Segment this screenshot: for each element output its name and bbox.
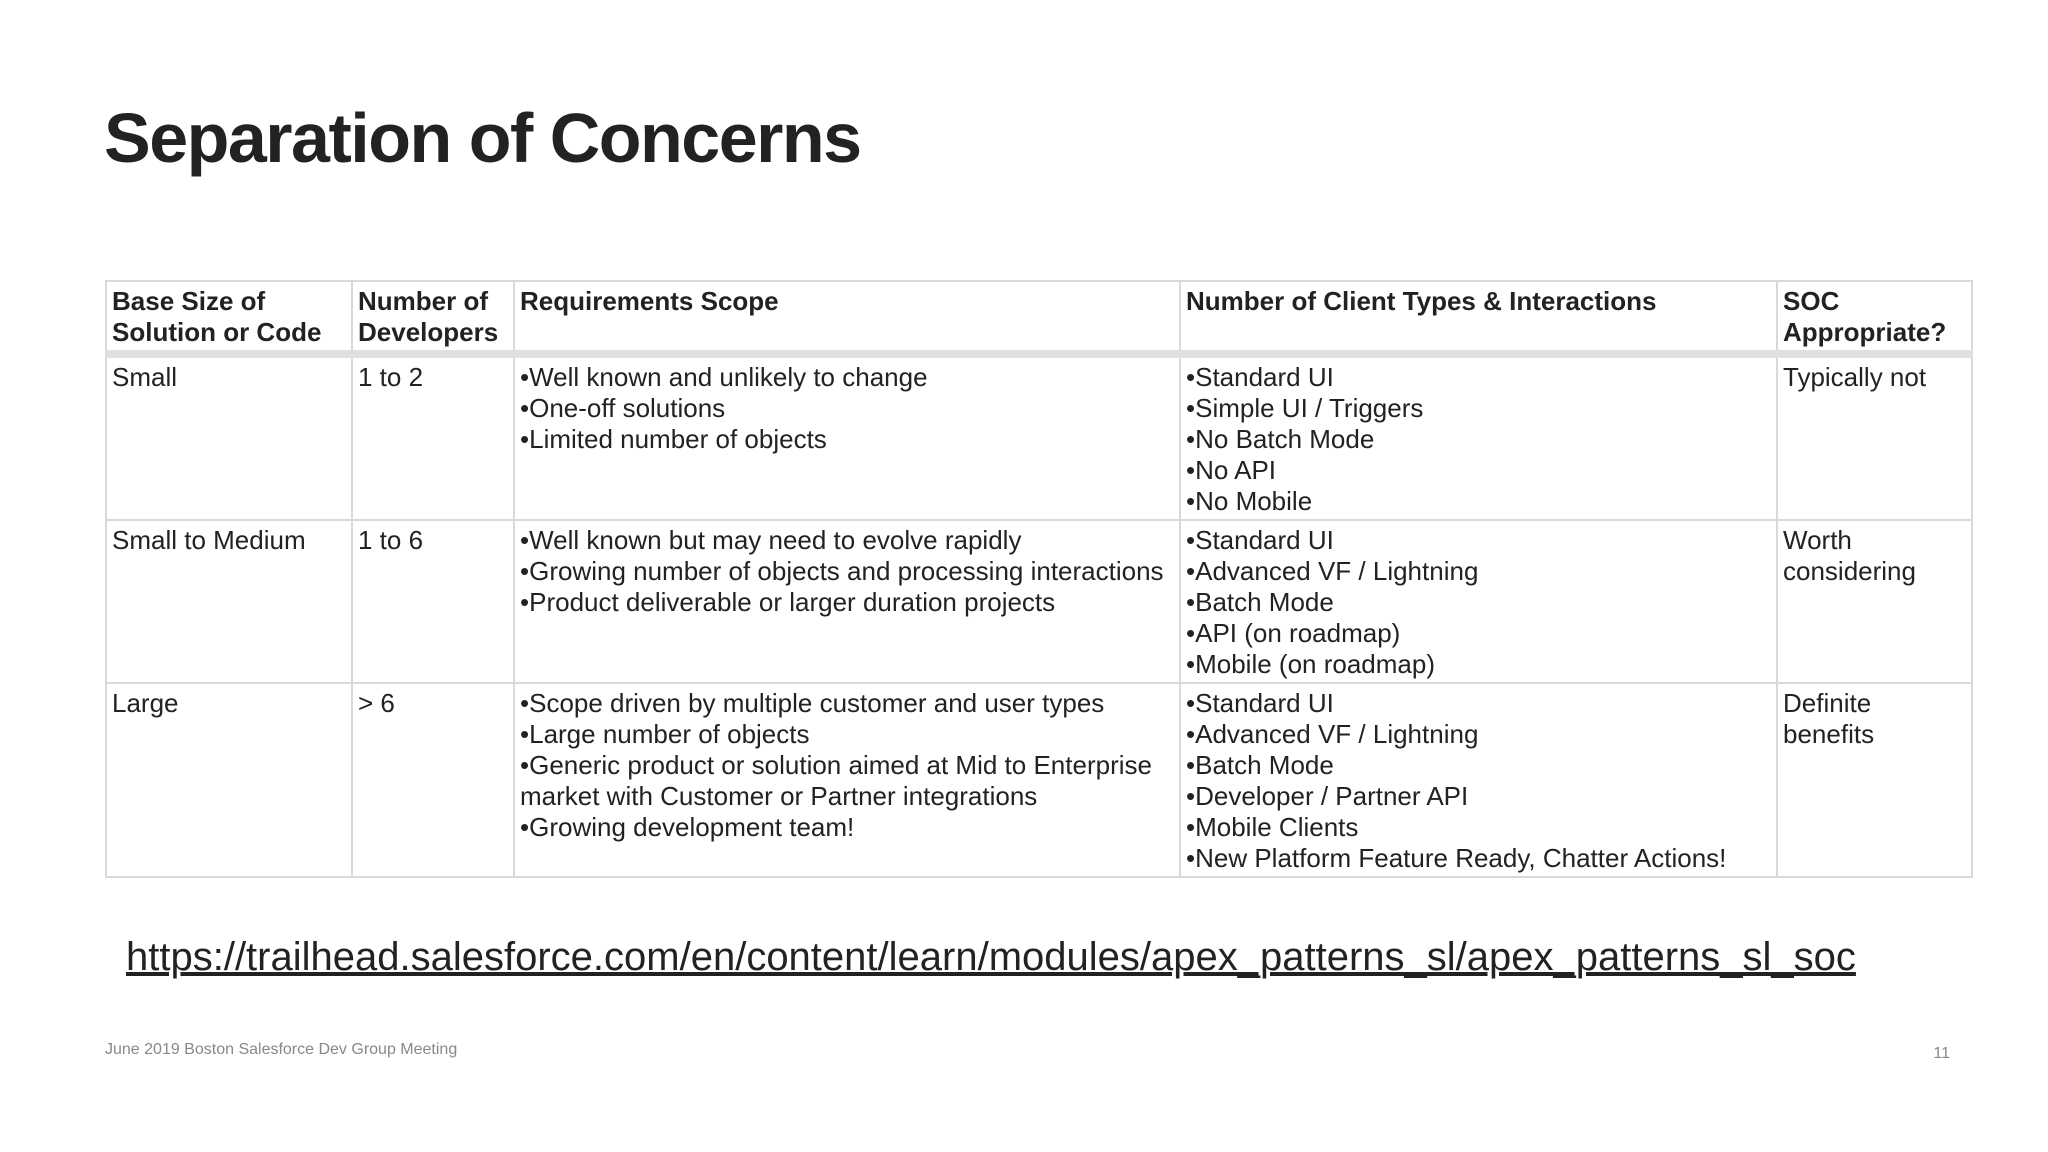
client-item: •No Batch Mode [1186, 424, 1375, 454]
cell-developers: 1 to 6 [352, 520, 514, 683]
cell-clients [1180, 683, 1777, 877]
table-header-row [106, 281, 1972, 354]
client-item: •Developer / Partner API [1186, 781, 1469, 811]
client-item: •Batch Mode [1186, 750, 1334, 780]
client-item: •Advanced VF / Lightning [1186, 556, 1479, 586]
soc-comparison-table [105, 280, 1973, 878]
scope-item: •Well known but may need to evolve rapidly [520, 525, 1022, 555]
scope-item: •Growing development team! [520, 812, 855, 842]
client-item: •Simple UI / Triggers [1186, 393, 1424, 423]
scope-item: •Large number of objects [520, 719, 810, 749]
client-item: •No Mobile [1186, 486, 1313, 516]
client-item: •API (on roadmap) [1186, 618, 1401, 648]
scope-item: •Well known and unlikely to change [520, 362, 928, 392]
cell-soc: Worth considering [1777, 520, 1972, 683]
scope-item: •Limited number of objects [520, 424, 827, 454]
client-item: •Standard UI [1186, 688, 1334, 718]
reference-link-container [126, 935, 1856, 980]
client-item: •Standard UI [1186, 362, 1334, 392]
scope-item: •Scope driven by multiple customer and user types [520, 688, 1105, 718]
cell-scope [514, 683, 1180, 877]
scope-item: •Product deliverable or larger duration projects [520, 587, 1056, 617]
header-number-of-developers: Number of Developers [352, 281, 514, 354]
cell-clients [1180, 520, 1777, 683]
client-item: •Standard UI [1186, 525, 1334, 555]
cell-size: Small [106, 354, 352, 520]
header-base-size: Base Size of Solution or Code [106, 281, 352, 354]
header-requirements-scope: Requirements Scope [514, 281, 1180, 354]
cell-developers: > 6 [352, 683, 514, 877]
cell-developers: 1 to 2 [352, 354, 514, 520]
scope-item: •Generic product or solution aimed at Mid to Enterprise market with Customer or Partner integrations [520, 750, 1152, 811]
cell-scope [514, 520, 1180, 683]
client-item: •Mobile Clients [1186, 812, 1359, 842]
cell-size: Small to Medium [106, 520, 352, 683]
page-number: 11 [1933, 1045, 1950, 1062]
cell-scope [514, 354, 1180, 520]
footer-event-label: June 2019 Boston Salesforce Dev Group Meeting [105, 1041, 458, 1058]
cell-soc: Typically not [1777, 354, 1972, 520]
client-item: •Batch Mode [1186, 587, 1334, 617]
cell-size: Large [106, 683, 352, 877]
table-row [106, 520, 1972, 683]
trailhead-reference-link[interactable]: https://trailhead.salesforce.com/en/content/learn/modules/apex_patterns_sl/apex_patterns_sl_soc [126, 935, 1856, 979]
scope-item: •Growing number of objects and processing interactions [520, 556, 1164, 586]
client-item: •New Platform Feature Ready, Chatter Actions! [1186, 843, 1727, 873]
header-client-types: Number of Client Types & Interactions [1180, 281, 1777, 354]
client-item: •No API [1186, 455, 1277, 485]
cell-clients [1180, 354, 1777, 520]
client-item: •Advanced VF / Lightning [1186, 719, 1479, 749]
client-item: •Mobile (on roadmap) [1186, 649, 1435, 679]
table-row [106, 683, 1972, 877]
cell-soc: Definite benefits [1777, 683, 1972, 877]
header-soc-appropriate: SOC Appropriate? [1777, 281, 1972, 354]
scope-item: •One-off solutions [520, 393, 726, 423]
table-row [106, 354, 1972, 520]
slide-title: Separation of Concerns [104, 99, 861, 177]
